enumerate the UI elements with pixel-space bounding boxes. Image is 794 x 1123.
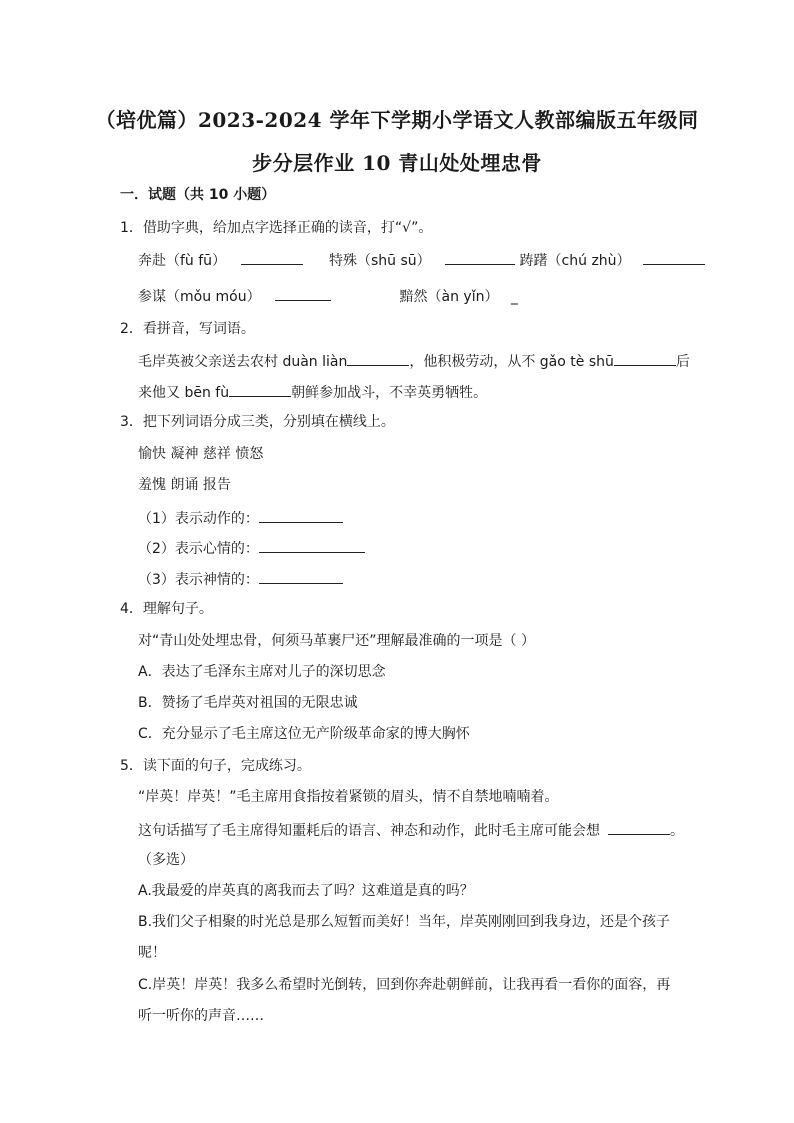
q5-option-b-line-1[interactable]: B.我们父子相聚的时光总是那么短暂而美好！当年，岸英刚刚回到我身边，还是个孩子 <box>138 914 671 930</box>
q2-stem: 2．看拼音，写词语。 <box>120 321 255 337</box>
q1-blank-2[interactable] <box>445 250 515 265</box>
q5-blank[interactable] <box>608 820 670 835</box>
q5-option-c-line-1[interactable]: C.岸英！岸英！我多么希望时光倒转，回到你奔赴朝鲜前，让我再看一看你的面容，再 <box>138 977 671 993</box>
q5-option-b-line-2[interactable]: 呢！ <box>138 945 166 961</box>
q1-blank-5[interactable]: _ <box>510 289 518 305</box>
q5-multi-note: （多选） <box>138 852 194 868</box>
q4-option-c[interactable]: C．充分显示了毛主席这位无产阶级革命家的博大胸怀 <box>138 726 470 742</box>
q3-sub-3-label: （3）表示神情的： <box>138 572 259 588</box>
q2-line-2 <box>138 382 487 402</box>
q1-stem: 1．借助字典，给加点字选择正确的读音，打“√”。 <box>120 220 433 236</box>
q2-text-1a: 毛岸英被父亲送去农村 duàn liàn <box>138 354 348 370</box>
q5-quote: “岸英！岸英！”毛主席用食指按着紧锁的眉头，情不自禁地喃喃着。 <box>138 789 559 805</box>
q3-sub-1 <box>138 508 343 528</box>
q5-prompt-end: 。 <box>670 823 684 839</box>
q1-item-2: 特殊（shū sū） <box>328 253 431 269</box>
q1-row-1 <box>138 250 705 270</box>
q4-stem: 4．理解句子。 <box>120 601 213 617</box>
q5-prompt <box>138 820 684 840</box>
title-line-1: （培优篇）2023-2024 学年下学期小学语文人教部编版五年级同 <box>95 108 699 132</box>
q3-sub-2-label: （2）表示心情的： <box>138 541 259 557</box>
q3-blank-3[interactable] <box>259 569 343 584</box>
q5-prompt-text: 这句话描写了毛主席得知噩耗后的语言、神态和动作，此时毛主席可能会想 <box>138 823 600 839</box>
q5-stem: 5．读下面的句子，完成练习。 <box>120 758 311 774</box>
q1-item-1: 奔赴（fù fū） <box>138 253 227 269</box>
q1-blank-3[interactable] <box>643 250 705 265</box>
q3-words-2: 羞愧 朗诵 报告 <box>138 477 231 493</box>
q3-blank-2[interactable] <box>259 538 365 553</box>
q2-blank-2[interactable] <box>614 351 676 366</box>
q5-option-c-line-2[interactable]: 听一听你的声音…… <box>138 1008 264 1024</box>
q3-stem: 3．把下列词语分成三类，分别填在横线上。 <box>120 414 395 430</box>
q2-text-1b: ，他积极劳动，从不 gǎo tè shū <box>409 354 614 370</box>
q1-blank-1[interactable] <box>241 250 303 265</box>
q4-prompt: 对“青山处处埋忠骨，何须马革裹尸还”理解最准确的一项是（ ） <box>138 633 535 649</box>
q2-blank-3[interactable] <box>229 382 291 397</box>
q1-blank-4[interactable] <box>275 286 331 301</box>
q3-sub-3 <box>138 569 343 589</box>
q2-blank-1[interactable] <box>347 351 409 366</box>
title-line-2: 步分层作业 10 青山处处埋忠骨 <box>252 151 542 175</box>
q2-text-2a: 来他又 bēn fù <box>138 385 230 401</box>
q4-option-a[interactable]: A．表达了毛泽东主席对儿子的深切思念 <box>138 664 386 680</box>
q1-row-2 <box>138 286 518 306</box>
section-heading: 一．试题（共 10 小题） <box>120 187 276 203</box>
q2-text-2b: 朝鲜参加战斗，不幸英勇牺牲。 <box>291 385 488 401</box>
q3-blank-1[interactable] <box>259 508 343 523</box>
q5-option-a[interactable]: A.我最爱的岸英真的离我而去了吗？这难道是真的吗？ <box>138 883 474 899</box>
q1-item-4: 参谋（mǒu móu） <box>138 289 261 305</box>
q1-item-5: 黯然（àn yǐn） <box>399 289 499 305</box>
q3-sub-1-label: （1）表示动作的： <box>138 511 259 527</box>
q3-sub-2 <box>138 538 365 558</box>
q1-item-3: 踌躇（chú zhù） <box>519 253 631 269</box>
q2-line-1 <box>138 351 690 371</box>
q3-words-1: 愉快 凝神 慈祥 愤怒 <box>138 446 264 462</box>
q4-option-b[interactable]: B．赞扬了毛岸英对祖国的无限忠诚 <box>138 695 358 711</box>
q2-text-1c: 后 <box>675 354 690 370</box>
